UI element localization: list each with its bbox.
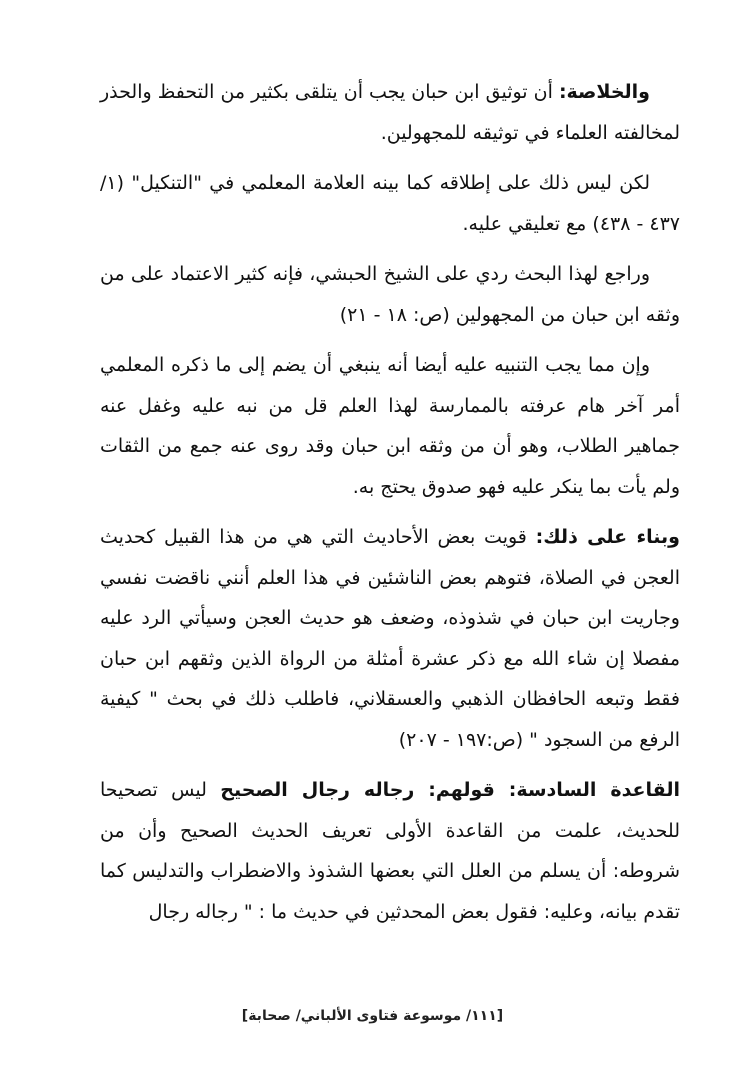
paragraph-text: أن توثيق ابن حبان يجب أن يتلقى بكثير من التحفظ والحذر لمخالفته العلماء في توثيقه للمجهولين.: [100, 81, 680, 144]
paragraph-tankil: [100, 163, 680, 244]
paragraph-important-note: [100, 345, 680, 507]
paragraph-text: ليس تصحيحا للحديث، علمت من القاعدة الأولى تعريف الحديث الصحيح وأن من شروطه: أن يسلم من العلل التي بعضها الشذوذ والاضطراب والتدليس كما تقدم بيانه، وعليه: فقول بعض المحدثين في حديث ما : " رجاله رجال: [100, 779, 680, 923]
paragraph-text: وإن مما يجب التنبيه عليه أيضا أنه ينبغي أن يضم إلى ما ذكره المعلمي أمر آخر هام عرفته بالممارسة لهذا العلم قل من نبه عليه وغفل عنه جماهير الطلاب، وهو أن من وثقه ابن حبان وقد روى عنه جمع من الثقات ولم يأت بما ينكر عليه فهو صدوق يحتج به.: [100, 354, 680, 498]
paragraph-consequence: [100, 517, 680, 760]
paragraph-sixth-rule: [100, 770, 680, 932]
paragraph-habashi: [100, 254, 680, 335]
page-footer: [١١١/ موسوعة فتاوى الألباني/ صحابة]: [241, 1008, 504, 1024]
paragraph-label: والخلاصة:: [558, 81, 650, 103]
paragraph-label: القاعدة السادسة: قولهم: رجاله رجال الصحيح: [220, 779, 680, 801]
paragraph-text: لكن ليس ذلك على إطلاقه كما بينه العلامة المعلمي في "التنكيل" (١/ ٤٣٧ - ٤٣٨) مع تعليقي عليه.: [100, 172, 680, 235]
page-body: [100, 72, 680, 942]
paragraph-summary: [100, 72, 680, 153]
paragraph-text: قويت بعض الأحاديث التي هي من هذا القبيل كحديث العجن في الصلاة، فتوهم بعض الناشئين في هذا العلم أنني ناقضت نفسي وجاريت ابن حبان في شذوذه، وضعف هو حديث العجن وسيأتي الرد عليه مفصلا إن شاء الله مع ذكر عشرة أمثلة من الرواة الذين وثقهم ابن حبان فقط وتبعه الحافظان الذهبي والعسقلاني، فاطلب ذلك في بحث " كيفية الرفع من السجود " (ص:١٩٧ - ٢٠٧): [100, 526, 680, 751]
paragraph-label: وبناء على ذلك:: [535, 526, 680, 548]
paragraph-text: وراجع لهذا البحث ردي على الشيخ الحبشي، فإنه كثير الاعتماد على من وثقه ابن حبان من المجهولين (ص: ١٨ - ٢١): [100, 263, 680, 326]
